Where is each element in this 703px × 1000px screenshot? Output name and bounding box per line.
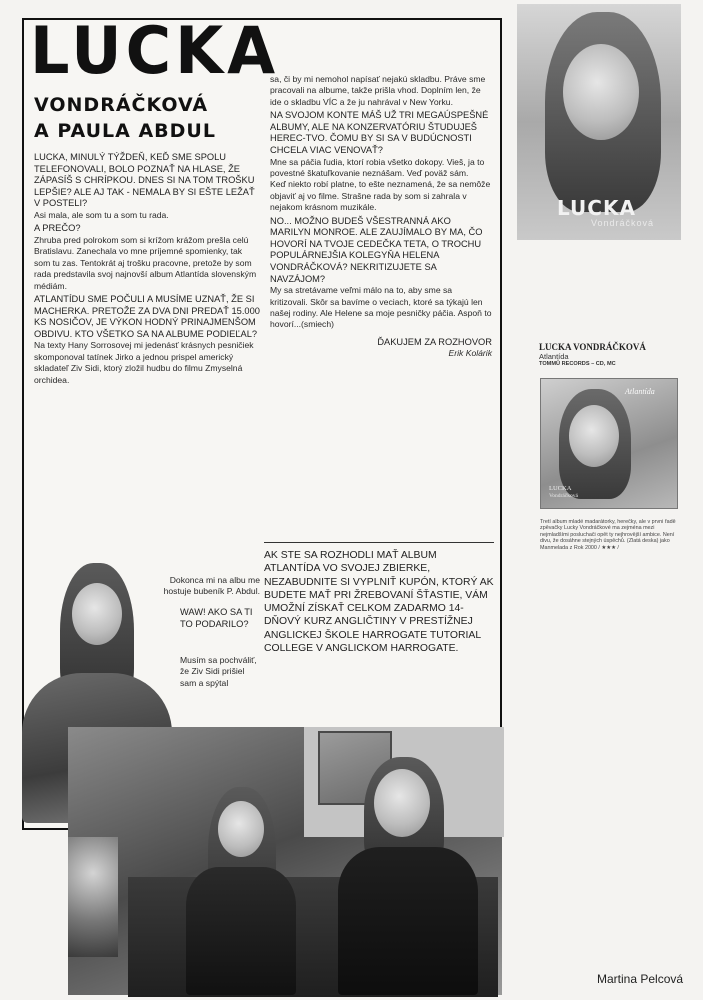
album-review-text: Tretí album mladé madarátorky, herečky, ale v prvni řadě zpěvačky Lucky Vondráčkové ma zejména mezi nejmladšími posluchači opět ty nejhrovější ambice. Není divu, že dosáhne stejných úspěchů. (Zlatá deska) jako Manmelada z Rok 2000 / ★★★ / (540, 519, 676, 551)
article-column-1 (34, 152, 260, 386)
album-cover-script: Atlantída (625, 387, 655, 396)
answer-1: Asi mala, ale som tu a som tu rada. (34, 209, 169, 220)
answer-5-continued: Keď niekto robí platne, to ešte neznamená, že sa nemôže objaviť aj vo filme. Strašne rada by som si zahrala v nejakom krásnom muzikále. (270, 179, 491, 213)
photo-credit: Martina Pelcová (597, 972, 684, 986)
article-column-2 (270, 74, 492, 360)
answer-2: Zhruba pred polrokom som si krížom krážom prešla celú Bratislavu. Zanechala vo mne príjemné spomienky, tak som tu zas. Tentokrát aj trošku pracovne, pretože by som rada predstavila svoj najnovší album Atlantída slovenským médiám. (34, 234, 257, 291)
album-artist: LUCKA VONDRÁČKOVÁ (539, 342, 646, 352)
answer-3-continued: Dokonca mi na albu me hostuje bubeník P. Abdul. (163, 575, 260, 597)
article-title: LUCKA (30, 12, 280, 89)
album-review (539, 342, 687, 367)
cover-photo-logo: LUCKA (557, 196, 636, 220)
contest-text: AK STE SA ROZHODLI MAŤ ALBUM ATLANTÍDA VO SVOJEJ ZBIERKE, NEZABUDNITE SI VYPLNIŤ KUPÓN, KTORÝ AK BUDETE MAŤ PRI ŽREBOVANÍ ŠŤASTIE, VÁM UMOŽNÍ ZÍSKAŤ CELKOM ZADARMO 14-DŇOVÝ KURZ ANGLIČTINY V PRESTÍŽNEJ ANGLICKEJ ŠKOLE HARROGATE TUTORIAL COLLEGE V ANGLICKOM HARROGATE. (264, 550, 494, 655)
cover-photo-logo-sub: Vondráčková (591, 218, 655, 228)
question-4: WAW! AKO SA TI TO PODARILO? (180, 607, 253, 629)
album-title: Atlantída (539, 352, 569, 361)
question-2: A PREČO? (34, 223, 81, 234)
question-3: ATLANTÍDU SME POČULI A MUSÍME UZNAŤ, ŽE SI MACHERKA. PRETOŽE ZA DVA DNI PREDAŤ 15.000 KS NOSIČOV, JE VÝKON HODNÝ PRINAJMENŠOM OBDIVU. KTO VŠETKO SA NA ALBUME PODIEĽAL? (34, 294, 260, 339)
answer-3: Na texty Hany Sorrosovej mi jedenásť krásnych pesničiek skomponoval tatínek Jirko a jednou prispel americký skladateľ Ziv Sidi, ktorý zložil hudbu do filmu Zmyselná orchidea. (34, 340, 254, 385)
article-subtitle-line1: VONDRÁČKOVÁ (34, 94, 209, 116)
answer-4: Musím sa pochváliť, že Ziv Sidi prišiel sam a spýtal (180, 655, 257, 688)
answer-6: My sa stretávame veľmi málo na to, aby sme sa kritizovali. Skôr sa bavíme o veciach, ktoré sa týkajú len našej rodiny. Ale Helene sa moje pesničky páčia. Aspoň to hovorí...(smiech) (270, 285, 492, 330)
answer-5: Mne sa páčia ľudia, ktorí robia všetko dokopy. Vieš, ja to povestné škatuľkovanie neznášam. Veď poväž sám. (270, 156, 485, 178)
author-name: Erik Kolárik (448, 348, 492, 359)
contest-box (264, 542, 494, 655)
thanks-line: ĎAKUJEM ZA ROZHOVOR (377, 336, 492, 347)
album-cover-name: LUCKA (549, 485, 572, 492)
cover-photo (517, 4, 681, 240)
answer-4-continued: sa, či by mi nemohol napísať nejakú skladbu. Práve sme pracovali na albume, takže prišla vhod. Doplním len, že ide o skladbu VÍC a že ju nahrával v New Yorku. (270, 74, 486, 107)
album-cover-name-sub: Vondráčková (549, 493, 578, 499)
question-5: NA SVOJOM KONTE MÁŠ UŽ TRI MEGAÚSPEŠNÉ ALBUMY, ALE NA KONZERVATÓRIU ŠTUDUJEŠ HEREC-TVO. ČOMU BY SI SA V BUDÚCNOSTI CHCELA VIAC VENOVAŤ? (270, 110, 489, 155)
album-cover-image (540, 378, 678, 509)
article-subtitle-line2: A PAULA ABDUL (34, 120, 216, 142)
album-label: TOMMŮ RECORDS – CD, MC (539, 361, 616, 367)
question-1: LUCKA, MINULÝ TÝŽDEŇ, KEĎ SME SPOLU TELEFONOVALI, BOLO POZNAŤ NA HLASE, ŽE ZÁPASÍŠ S CHRÍPKOU. DNES SI NA TOM TROŠKU LEPŠIE? ALE AJ TAK - NEMALA BY SI EŠTE LEŽAŤ V POSTELI? (34, 152, 255, 209)
question-6: NO... MOŽNO BUDEŠ VŠESTRANNÁ AKO MARILYN MONROE. ALE ZAUJÍMALO BY MA, ČO HOVORÍ NA TVOJE CEDEČKA TETA, O TROCHU POPULÁRNEJŠIA KOLEGYŇA HELENA VONDRÁČKOVÁ? NEKRITIZUJETE SA NAVZÁJOM? (270, 215, 483, 284)
group-photo (68, 727, 502, 995)
